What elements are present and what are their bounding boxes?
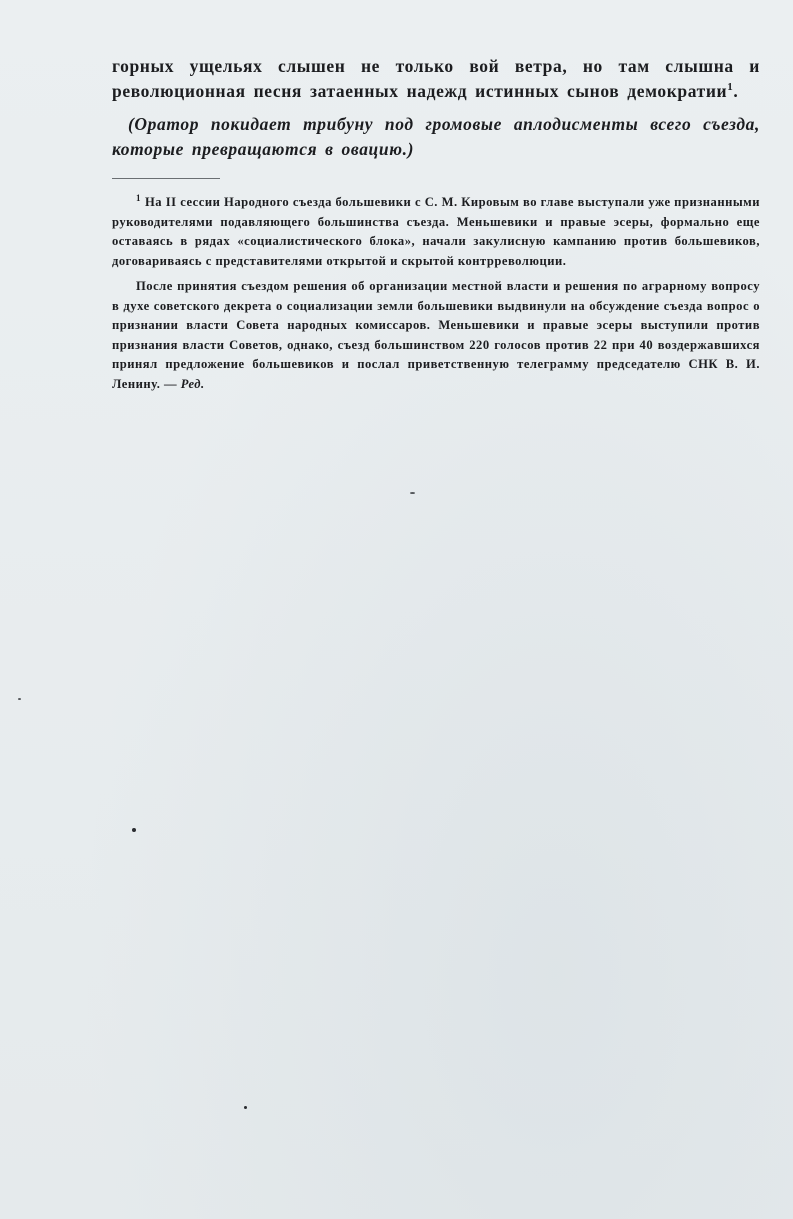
stage-direction: (Оратор покидает трибуну под громовые аплодисменты всего съезда, которые превращаются в овацию.) [112, 114, 760, 159]
footnote-reference: 1 [727, 81, 734, 94]
body-paragraph [112, 54, 760, 104]
footnote-2 [112, 277, 760, 394]
ink-speck [132, 828, 136, 832]
footnote-divider [112, 178, 220, 179]
body-paragraph-text: горных ущельях слышен не только вой ветра, но там слышна и революционная песня затаенных надежд истинных сынов демократии [112, 56, 760, 101]
ink-speck [18, 698, 21, 700]
footnote-1-text: На II сессии Народного съезда большевики с С. М. Кировым во главе выступали уже признанными руководителями подавляющего большинства съезда. Меньшевики и правые эсеры, формально еще оставаясь в рядах «социалистического блока», начали закулисную кампанию против большевиков, договариваясь с представителями открытой и скрытой контрреволюции. [112, 195, 760, 268]
page-content [112, 54, 760, 394]
ink-speck [410, 492, 415, 494]
footnote-mark: 1 [136, 192, 141, 203]
editor-note: Ред. [180, 376, 205, 391]
footnote-2-text: После принятия съездом решения об организации местной власти и решения по аграрному вопросу в духе советского декрета о социализации земли большевики выдвинули на обсуждение съезда вопрос о признании власти Совета народных комиссаров. Меньшевики и правые эсеры выступили против признания власти Советов, однако, съезд большинством 220 голосов против 22 при 40 воздержавшихся принял предложение большевиков и послал приветственную телеграмму председателю СНК В. И. Ленину. — [112, 279, 760, 391]
ink-speck [244, 1106, 247, 1109]
body-paragraph-end: . [733, 81, 739, 101]
footnote-1 [112, 193, 760, 271]
